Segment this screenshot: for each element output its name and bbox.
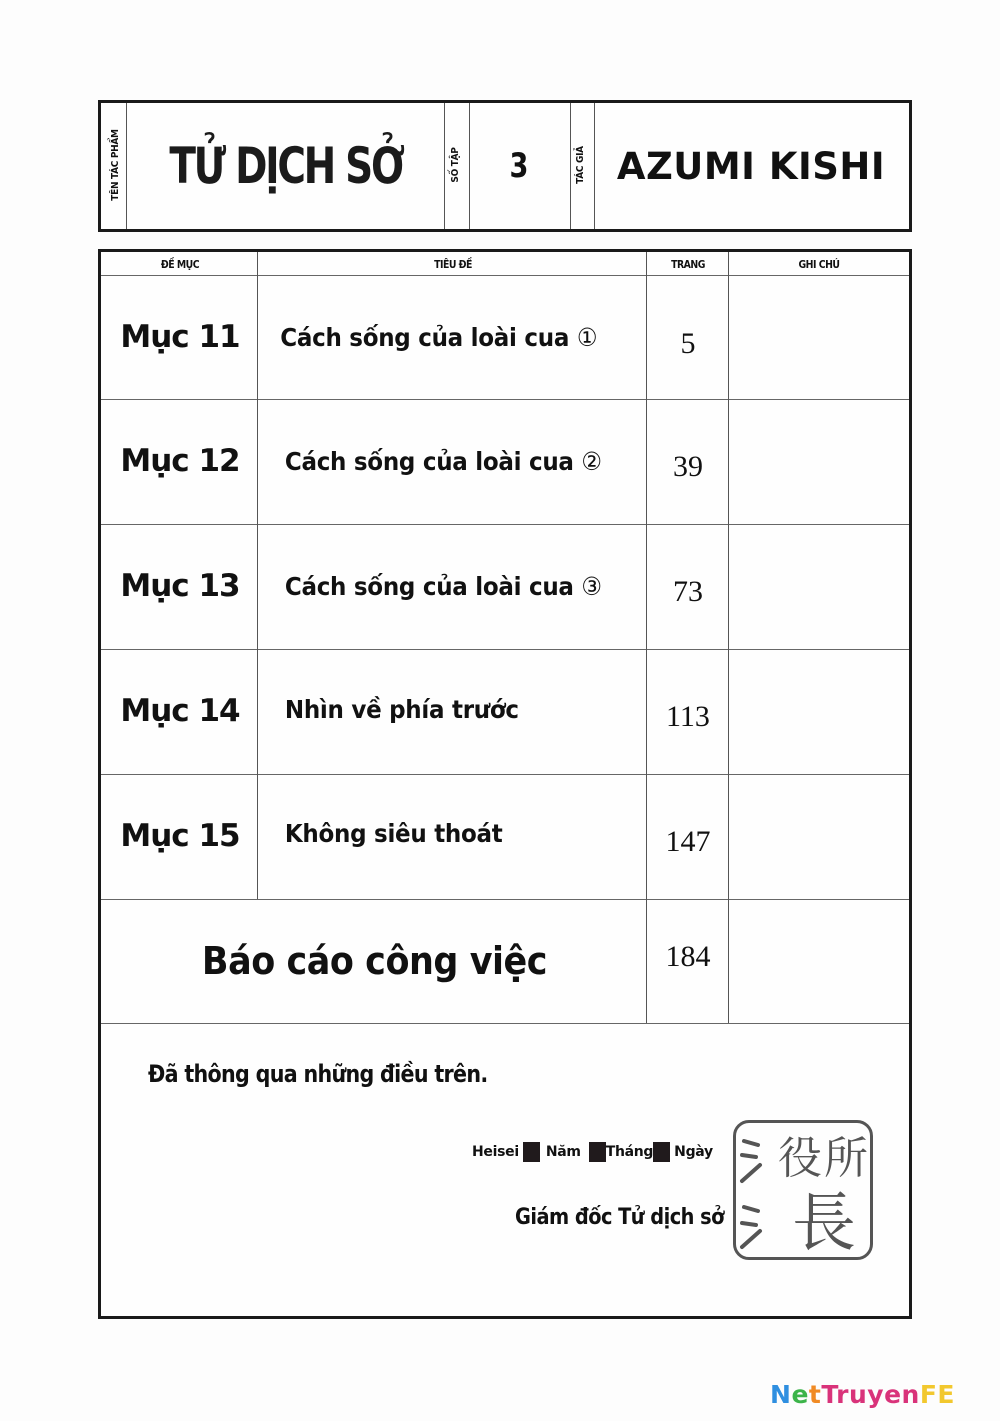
site-watermark[interactable] <box>770 1380 955 1409</box>
chapter-title[interactable] <box>260 525 640 647</box>
chapter-title[interactable] <box>260 276 635 398</box>
day-label: Ngày <box>674 1144 713 1160</box>
approval-statement: Đã thông qua những điều trên. <box>148 1060 488 1088</box>
chapter-title-text: Cách sống của loài cua <box>284 571 574 601</box>
section-label: Mục 11 <box>120 319 240 355</box>
author-name: AZUMI KISHI <box>616 144 886 188</box>
page-number: 113 <box>666 700 710 733</box>
section-label: Mục 12 <box>120 443 240 479</box>
chapter-marker: ① <box>576 322 598 352</box>
work-title-label: TÊN TÁC PHẨM <box>110 129 121 201</box>
redacted-year-block <box>523 1142 540 1162</box>
work-title: TỬ DỊCH SỞ <box>169 137 403 195</box>
divider <box>444 103 445 229</box>
chapter-title-text: Nhìn về phía trước <box>284 694 519 724</box>
era-label: Heisei <box>472 1144 519 1160</box>
page-number: 184 <box>665 940 711 973</box>
chapter-title[interactable] <box>260 772 640 894</box>
svg-text:長: 長 <box>792 1187 856 1257</box>
page-number: 5 <box>680 327 696 360</box>
divider <box>469 103 470 229</box>
chapter-marker: ③ <box>581 571 602 601</box>
section-label: Mục 13 <box>120 568 240 604</box>
chapter-marker: ② <box>581 446 602 476</box>
divider <box>126 103 127 229</box>
chapter-title[interactable] <box>260 648 640 770</box>
page-number: 147 <box>665 825 711 858</box>
volume-label: SỐ TẬP <box>450 147 461 183</box>
watermark-part: Truyen <box>821 1380 920 1409</box>
svg-text:役: 役 <box>778 1133 822 1184</box>
section-label: Mục 14 <box>120 693 240 729</box>
column-divider <box>257 252 258 899</box>
chapter-title-text: Không siêu thoát <box>284 818 503 848</box>
watermark-part: t <box>808 1380 822 1409</box>
column-header-page: TRANG <box>671 257 705 271</box>
divider <box>570 103 571 229</box>
date-line <box>472 1141 713 1163</box>
official-seal-stamp <box>733 1120 873 1260</box>
watermark-part: N <box>770 1380 792 1409</box>
year-label: Năm <box>545 1144 581 1160</box>
column-divider <box>646 252 647 1023</box>
signer-title: Giám đốc Tử dịch sở <box>515 1205 724 1230</box>
page-number: 73 <box>673 575 703 608</box>
chapter-title[interactable] <box>260 400 640 522</box>
chapter-title-text: Cách sống của loài cua <box>284 446 574 476</box>
column-header-note: GHI CHÚ <box>798 257 840 271</box>
svg-text:所: 所 <box>824 1133 868 1184</box>
seal-icon <box>736 1123 870 1257</box>
section-label: Mục 15 <box>120 818 240 854</box>
watermark-part: FE <box>919 1380 955 1409</box>
redacted-month-block <box>589 1142 606 1162</box>
divider <box>594 103 595 229</box>
author-label: TÁC GIẢ <box>575 146 586 184</box>
column-header-title: TIÊU ĐỀ <box>434 257 472 271</box>
volume-number: 3 <box>509 146 529 186</box>
page-number: 39 <box>673 450 703 483</box>
report-title[interactable]: Báo cáo công việc <box>201 939 548 983</box>
month-label: Tháng <box>605 1144 654 1160</box>
chapter-title-text: Cách sống của loài cua <box>280 322 570 352</box>
column-divider <box>728 252 729 1023</box>
column-header-section: ĐỀ MỤC <box>160 257 200 271</box>
watermark-part: e <box>791 1380 809 1409</box>
row-divider <box>101 1023 909 1024</box>
redacted-day-block <box>653 1142 670 1162</box>
